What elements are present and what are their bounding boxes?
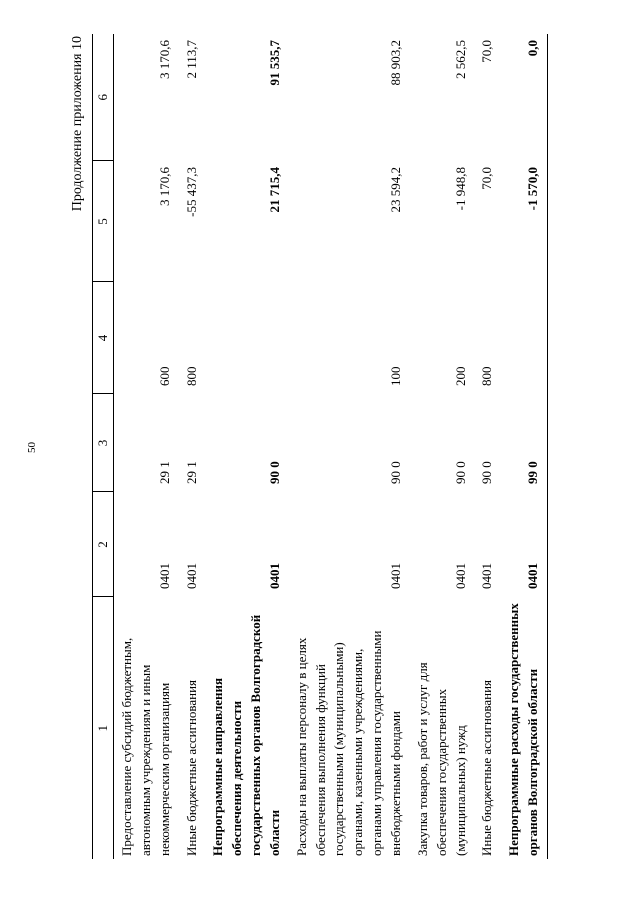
expense-kind: 200	[452, 366, 468, 386]
amount-change: 70,0	[479, 167, 495, 190]
table-row	[114, 34, 179, 859]
expense-kind: 800	[183, 366, 199, 386]
target-code: 99 0	[501, 394, 547, 492]
expense-kind	[501, 282, 547, 394]
table-row	[205, 34, 288, 859]
amount-total: 2 562,5	[452, 40, 468, 79]
amount-change: 21 715,4	[266, 167, 282, 213]
amount-total: 88 903,2	[387, 40, 403, 86]
column-header-2: 2	[93, 492, 114, 597]
row-name: Непрограммные направления обеспечения деятельности государственных органов Волгоградской области	[210, 614, 282, 856]
table-row	[501, 34, 547, 859]
column-header-5: 5	[93, 161, 114, 282]
section-code: 0401	[452, 563, 468, 589]
expense-kind: 100	[387, 366, 403, 386]
column-header-4: 4	[93, 282, 114, 394]
expense-kind	[205, 282, 288, 394]
amount-total: 2 113,7	[183, 40, 199, 79]
row-name: Предоставление субсидий бюджетным, автономным учреждениям и иным некоммерческим организациям	[119, 637, 172, 856]
section-code: 0401	[501, 492, 547, 597]
row-name: Иные бюджетные ассигнования	[479, 679, 495, 856]
amount-change: -1 570,0	[501, 161, 547, 282]
target-code: 90 0	[479, 461, 495, 484]
section-code: 0401	[183, 563, 199, 589]
row-name: Иные бюджетные ассигнования	[183, 679, 199, 856]
section-code: 0401	[387, 563, 403, 589]
section-code: 0401	[156, 563, 172, 589]
target-code: 90 0	[266, 461, 282, 484]
expense-kind: 800	[479, 366, 495, 386]
column-header-3: 3	[93, 394, 114, 492]
table-body	[114, 34, 548, 859]
target-code: 29 1	[183, 461, 199, 484]
row-name: Закупка товаров, работ и услуг для обеспечения государственных (муниципальных) нужд	[414, 662, 468, 856]
amount-change: -1 948,8	[452, 167, 468, 211]
row-name: Расходы на выплаты персоналу в целях обеспечения выполнения функций государственными (муниципальными) органами, казенными учреждениями, органами управления государственными внебюджетными фондами	[293, 630, 403, 856]
column-header-6: 6	[93, 34, 114, 161]
table-row	[474, 34, 501, 859]
section-code: 0401	[479, 563, 495, 589]
amount-change: 3 170,6	[156, 167, 172, 206]
section-code: 0401	[266, 563, 282, 589]
amount-total: 70,0	[479, 40, 495, 63]
target-code: 29 1	[156, 461, 172, 484]
page-number: 50	[26, 442, 38, 453]
table-row	[289, 34, 410, 859]
row-name: Непрограммные расходы государственных органов Волгоградской области	[501, 597, 547, 859]
target-code: 90 0	[452, 461, 468, 484]
amount-change: 23 594,2	[387, 167, 403, 213]
target-code: 90 0	[387, 461, 403, 484]
amount-total: 3 170,6	[156, 40, 172, 79]
amount-total: 0,0	[501, 34, 547, 161]
amount-change: -55 437,3	[183, 167, 199, 217]
continuation-title: Продолжение приложения 10	[70, 36, 85, 212]
expense-kind: 600	[156, 366, 172, 386]
table-row	[410, 34, 475, 859]
table-row	[179, 34, 206, 859]
header-row	[93, 34, 114, 859]
column-header-1: 1	[93, 597, 114, 859]
budget-table	[92, 34, 548, 859]
amount-total: 91 535,7	[266, 40, 282, 86]
